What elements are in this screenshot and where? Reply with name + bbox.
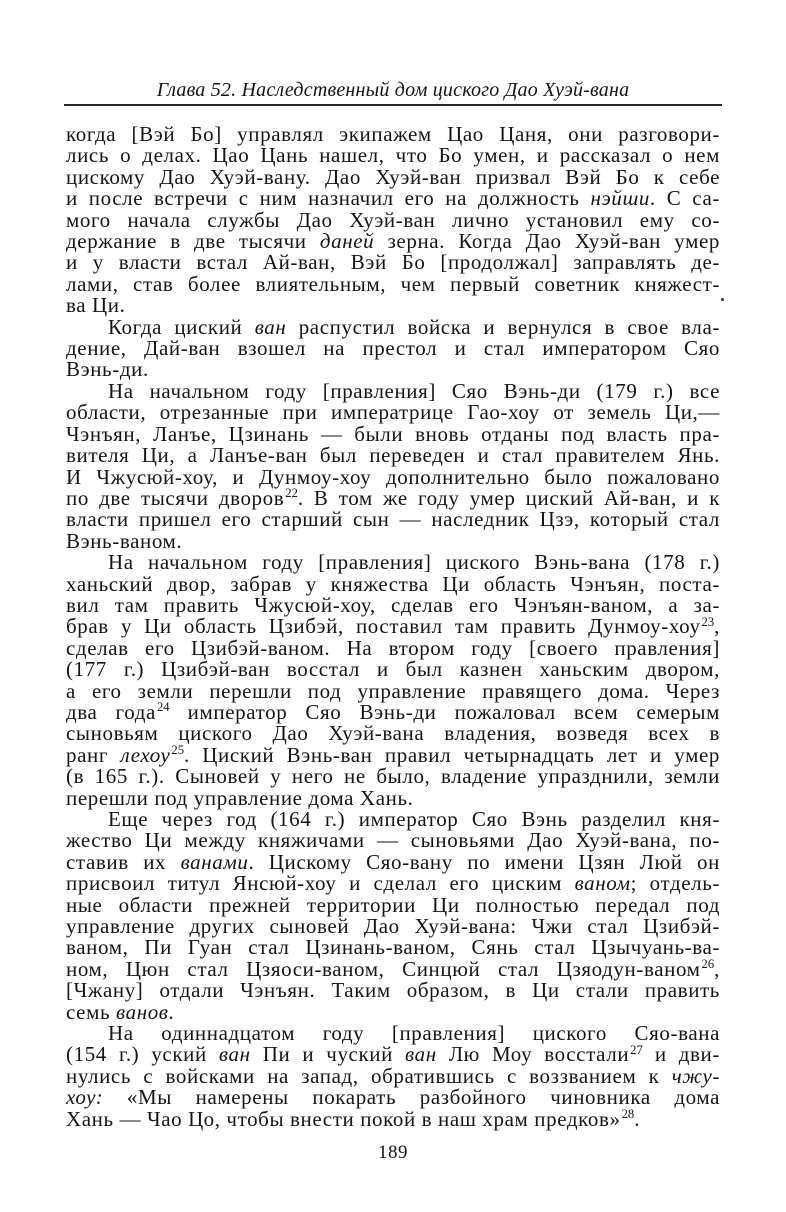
text-run: ные области прежней территории Ци полностью передал под <box>66 892 720 917</box>
text-run: области, отрезанные при императрице Гао-хоу от земель Ци,— <box>66 400 720 425</box>
text-run: [Чжану] отдали Чэнъян. Таким образом, в Ци стали править <box>66 978 720 1003</box>
text-line <box>66 359 720 380</box>
text-run: На начальном году [правления] циского Вэнь-вана (178 г.) <box>108 550 720 575</box>
text-line <box>66 659 720 680</box>
text-run: ханьский двор, забрав у княжества Ци область Чэнъян, поста- <box>66 571 720 596</box>
text-line <box>66 980 720 1001</box>
text-run: , <box>714 956 720 981</box>
text-line <box>66 785 720 810</box>
text-run: перешли под управление дома Хань. <box>66 785 414 810</box>
text-line <box>66 271 720 296</box>
text-line <box>66 145 720 166</box>
italic-term: ванами <box>180 849 249 874</box>
text-run: а его земли перешли под управление правящего дома. Через <box>66 678 720 703</box>
text-line <box>66 252 720 273</box>
text-run: И Чжусюй-хоу, и Дунмоу-хоу дополнительно было пожаловано <box>66 464 720 489</box>
text-run: Вэнь-ди. <box>66 357 149 382</box>
text-line <box>66 678 720 703</box>
text-run: лами, став более влиятельным, чем первый советник княжест- <box>66 271 720 296</box>
text-run: семь <box>66 999 117 1024</box>
text-run: Хань — Чао Цо, чтобы внести покой в наш храм предков» <box>66 1106 621 1131</box>
text-line <box>66 314 721 339</box>
text-line <box>66 188 720 209</box>
paragraph <box>66 1023 720 1130</box>
text-run: император Сяо Вэнь-ди пожаловал всем семерым <box>169 699 721 724</box>
text-run: лись о делах. Цао Цань нашел, что Бо умен, и рассказал о нем <box>66 143 720 168</box>
text-run: ; отдель- <box>630 871 720 896</box>
text-line <box>66 766 720 787</box>
italic-term: ванов <box>116 999 169 1024</box>
text-run: сделав его Цзибэй-ваном. На втором году [своего правления] <box>66 635 720 660</box>
text-line <box>66 1044 720 1065</box>
text-run: (154 г.) уский <box>66 1042 219 1067</box>
text-run: «Мы намерены покарать разбойного чиновника дома <box>103 1085 720 1110</box>
text-body <box>66 124 720 1130</box>
text-run: ва Ци. <box>66 293 126 318</box>
text-line <box>66 809 720 830</box>
text-line <box>66 421 720 446</box>
text-run: и после встречи с ним назначил его на должность <box>66 186 591 211</box>
text-line <box>66 1063 720 1088</box>
text-run: . С са- <box>650 186 720 211</box>
footnote-ref: 25 <box>171 742 184 757</box>
text-line <box>66 723 720 744</box>
scan-speck <box>721 298 724 301</box>
text-line <box>66 699 721 724</box>
text-line <box>66 742 720 767</box>
header-rule <box>64 104 722 106</box>
text-run: Лю Моу восстали <box>436 1042 630 1067</box>
text-run: . Циский Вэнь-ван правил четырнадцать лет и умер <box>184 742 720 767</box>
text-run: и у власти встал Ай-ван, Вэй Бо [продолжал] заправлять де- <box>66 250 720 275</box>
text-run: присвоил титул Янсюй-хоу и сделал его циским <box>66 871 575 896</box>
text-run: мого начала службы Дао Хуэй-ван лично установил ему со- <box>66 207 720 232</box>
italic-term: нэйши <box>590 186 651 211</box>
footnote-ref: 27 <box>630 1042 643 1057</box>
paragraph <box>66 552 720 809</box>
italic-term: хоу: <box>66 1085 104 1110</box>
text-run: дение, Дай-ван взошел на престол и стал императором Сяо <box>66 336 720 361</box>
text-run: распустил войска и вернулся в свое вла- <box>286 314 721 339</box>
text-run: цискому Дао Хуэй-вану. Дао Хуэй-ван призвал Вэй Бо к себе <box>66 164 720 189</box>
italic-term: ван <box>254 314 287 339</box>
text-run: власти пришел его старший сын — наследник Цзэ, который стал <box>66 507 720 532</box>
footnote-ref: 26 <box>701 957 715 972</box>
text-run: нулись с войсками на запад, обратившись с воззванием к <box>66 1063 672 1088</box>
footnote-ref: 24 <box>156 700 170 715</box>
text-run: На одиннадцатом году [правления] циского Сяо-вана <box>108 1021 720 1046</box>
paragraph <box>66 809 720 1023</box>
text-run: вил там править Чжусюй-хоу, сделав его Чэнъян-ваном, а за- <box>66 592 720 617</box>
text-run: управление других сыновей Дао Хуэй-вана: Чжи стал Цзибэй- <box>66 914 720 939</box>
text-run: , <box>714 614 720 639</box>
text-line <box>66 956 720 981</box>
text-line <box>66 1106 720 1131</box>
text-run: ном, Цюн стал Цзяоси-ваном, Синцюй стал Цзяодун-ваном <box>66 956 701 981</box>
text-run: . <box>634 1106 641 1131</box>
text-run: зерна. Когда Дао Хуэй-ван умер <box>374 229 720 254</box>
italic-term: чжу- <box>671 1063 720 1088</box>
text-run: по две тысячи дворов <box>66 485 285 510</box>
text-line <box>66 528 720 553</box>
text-run: . <box>168 999 175 1024</box>
paragraph <box>66 314 721 382</box>
text-line <box>66 616 720 637</box>
text-run: ваном, Пи Гуан стал Цзинань-ваном, Сянь стал Цзычуань-ва- <box>66 935 720 960</box>
text-line <box>66 830 720 851</box>
footnote-ref: 23 <box>701 614 715 629</box>
text-run: (в 165 г.). Сыновей у него не было, владение упразднили, земли <box>66 764 720 789</box>
text-line <box>66 402 720 423</box>
text-run: . Цискому Сяо-вану по имени Цзян Люй он <box>248 849 720 874</box>
text-line <box>66 999 720 1024</box>
text-line <box>66 849 720 874</box>
text-line <box>66 231 720 252</box>
italic-term: ван <box>218 1042 251 1067</box>
text-line <box>66 552 720 573</box>
italic-term: лехоу <box>120 742 171 767</box>
text-line <box>66 445 720 466</box>
text-run: Чэнъян, Ланъе, Цзинань — были вновь отданы под власть пра- <box>66 421 720 446</box>
footnote-ref: 22 <box>285 486 298 501</box>
text-run: (177 г.) Цзибэй-ван восстал и был казнен ханьским двором, <box>66 657 720 682</box>
text-run: Пи и чуский <box>250 1042 406 1067</box>
text-run: На начальном году [правления] Сяо Вэнь-ди (179 г.) все <box>108 378 720 403</box>
text-run: сыновьям циского Дао Хуэй-вана владения, возведя всех в <box>66 721 720 746</box>
running-head: Глава 52. Наследственный дом циского Дао Хуэй-вана <box>156 79 630 101</box>
paragraph <box>66 378 720 553</box>
text-line <box>66 916 720 937</box>
text-line <box>66 164 720 189</box>
text-line <box>66 378 720 403</box>
text-line <box>66 635 720 660</box>
text-line <box>66 1087 720 1108</box>
text-line <box>66 592 720 617</box>
text-run: . В том же году умер циский Ай-ван, и к <box>297 485 720 510</box>
text-line <box>66 873 720 894</box>
text-line <box>66 509 720 530</box>
italic-term: даней <box>319 229 375 254</box>
italic-term: ваном <box>574 871 631 896</box>
text-line <box>66 124 720 145</box>
text-line <box>66 571 720 596</box>
page-number: 189 <box>378 1142 408 1163</box>
text-run: брав у Ци область Цзибэй, поставил там править Дунмоу-хоу <box>66 614 701 639</box>
italic-term: ван <box>405 1042 437 1067</box>
text-line <box>66 937 720 958</box>
text-run: когда [Вэй Бо] управлял экипажем Цао Цаня, они разговори- <box>66 122 720 146</box>
text-line <box>66 464 720 489</box>
text-run: ставив их <box>66 849 181 874</box>
text-run: Еще через год (164 г.) император Сяо Вэнь разделил кня- <box>108 807 720 831</box>
text-run: Когда циский <box>108 314 255 339</box>
text-run: держание в две тысячи <box>66 229 320 254</box>
text-run: и дви- <box>642 1042 720 1067</box>
paragraph <box>66 124 720 317</box>
text-line <box>66 338 720 359</box>
footnote-ref: 28 <box>621 1106 635 1121</box>
text-line <box>66 485 720 510</box>
text-run: вителя Ци, а Ланъе-ван был переведен и стал правителем Янь. <box>66 443 720 468</box>
text-line <box>66 207 720 232</box>
text-run: ранг <box>66 742 121 767</box>
text-run: Вэнь-ваном. <box>66 528 183 553</box>
text-line <box>66 892 720 917</box>
text-run: жество Ци между княжичами — сыновьями Дао Хуэй-вана, по- <box>66 828 720 853</box>
text-line <box>66 295 720 316</box>
text-run: два года <box>66 699 156 724</box>
text-line <box>66 1023 720 1044</box>
